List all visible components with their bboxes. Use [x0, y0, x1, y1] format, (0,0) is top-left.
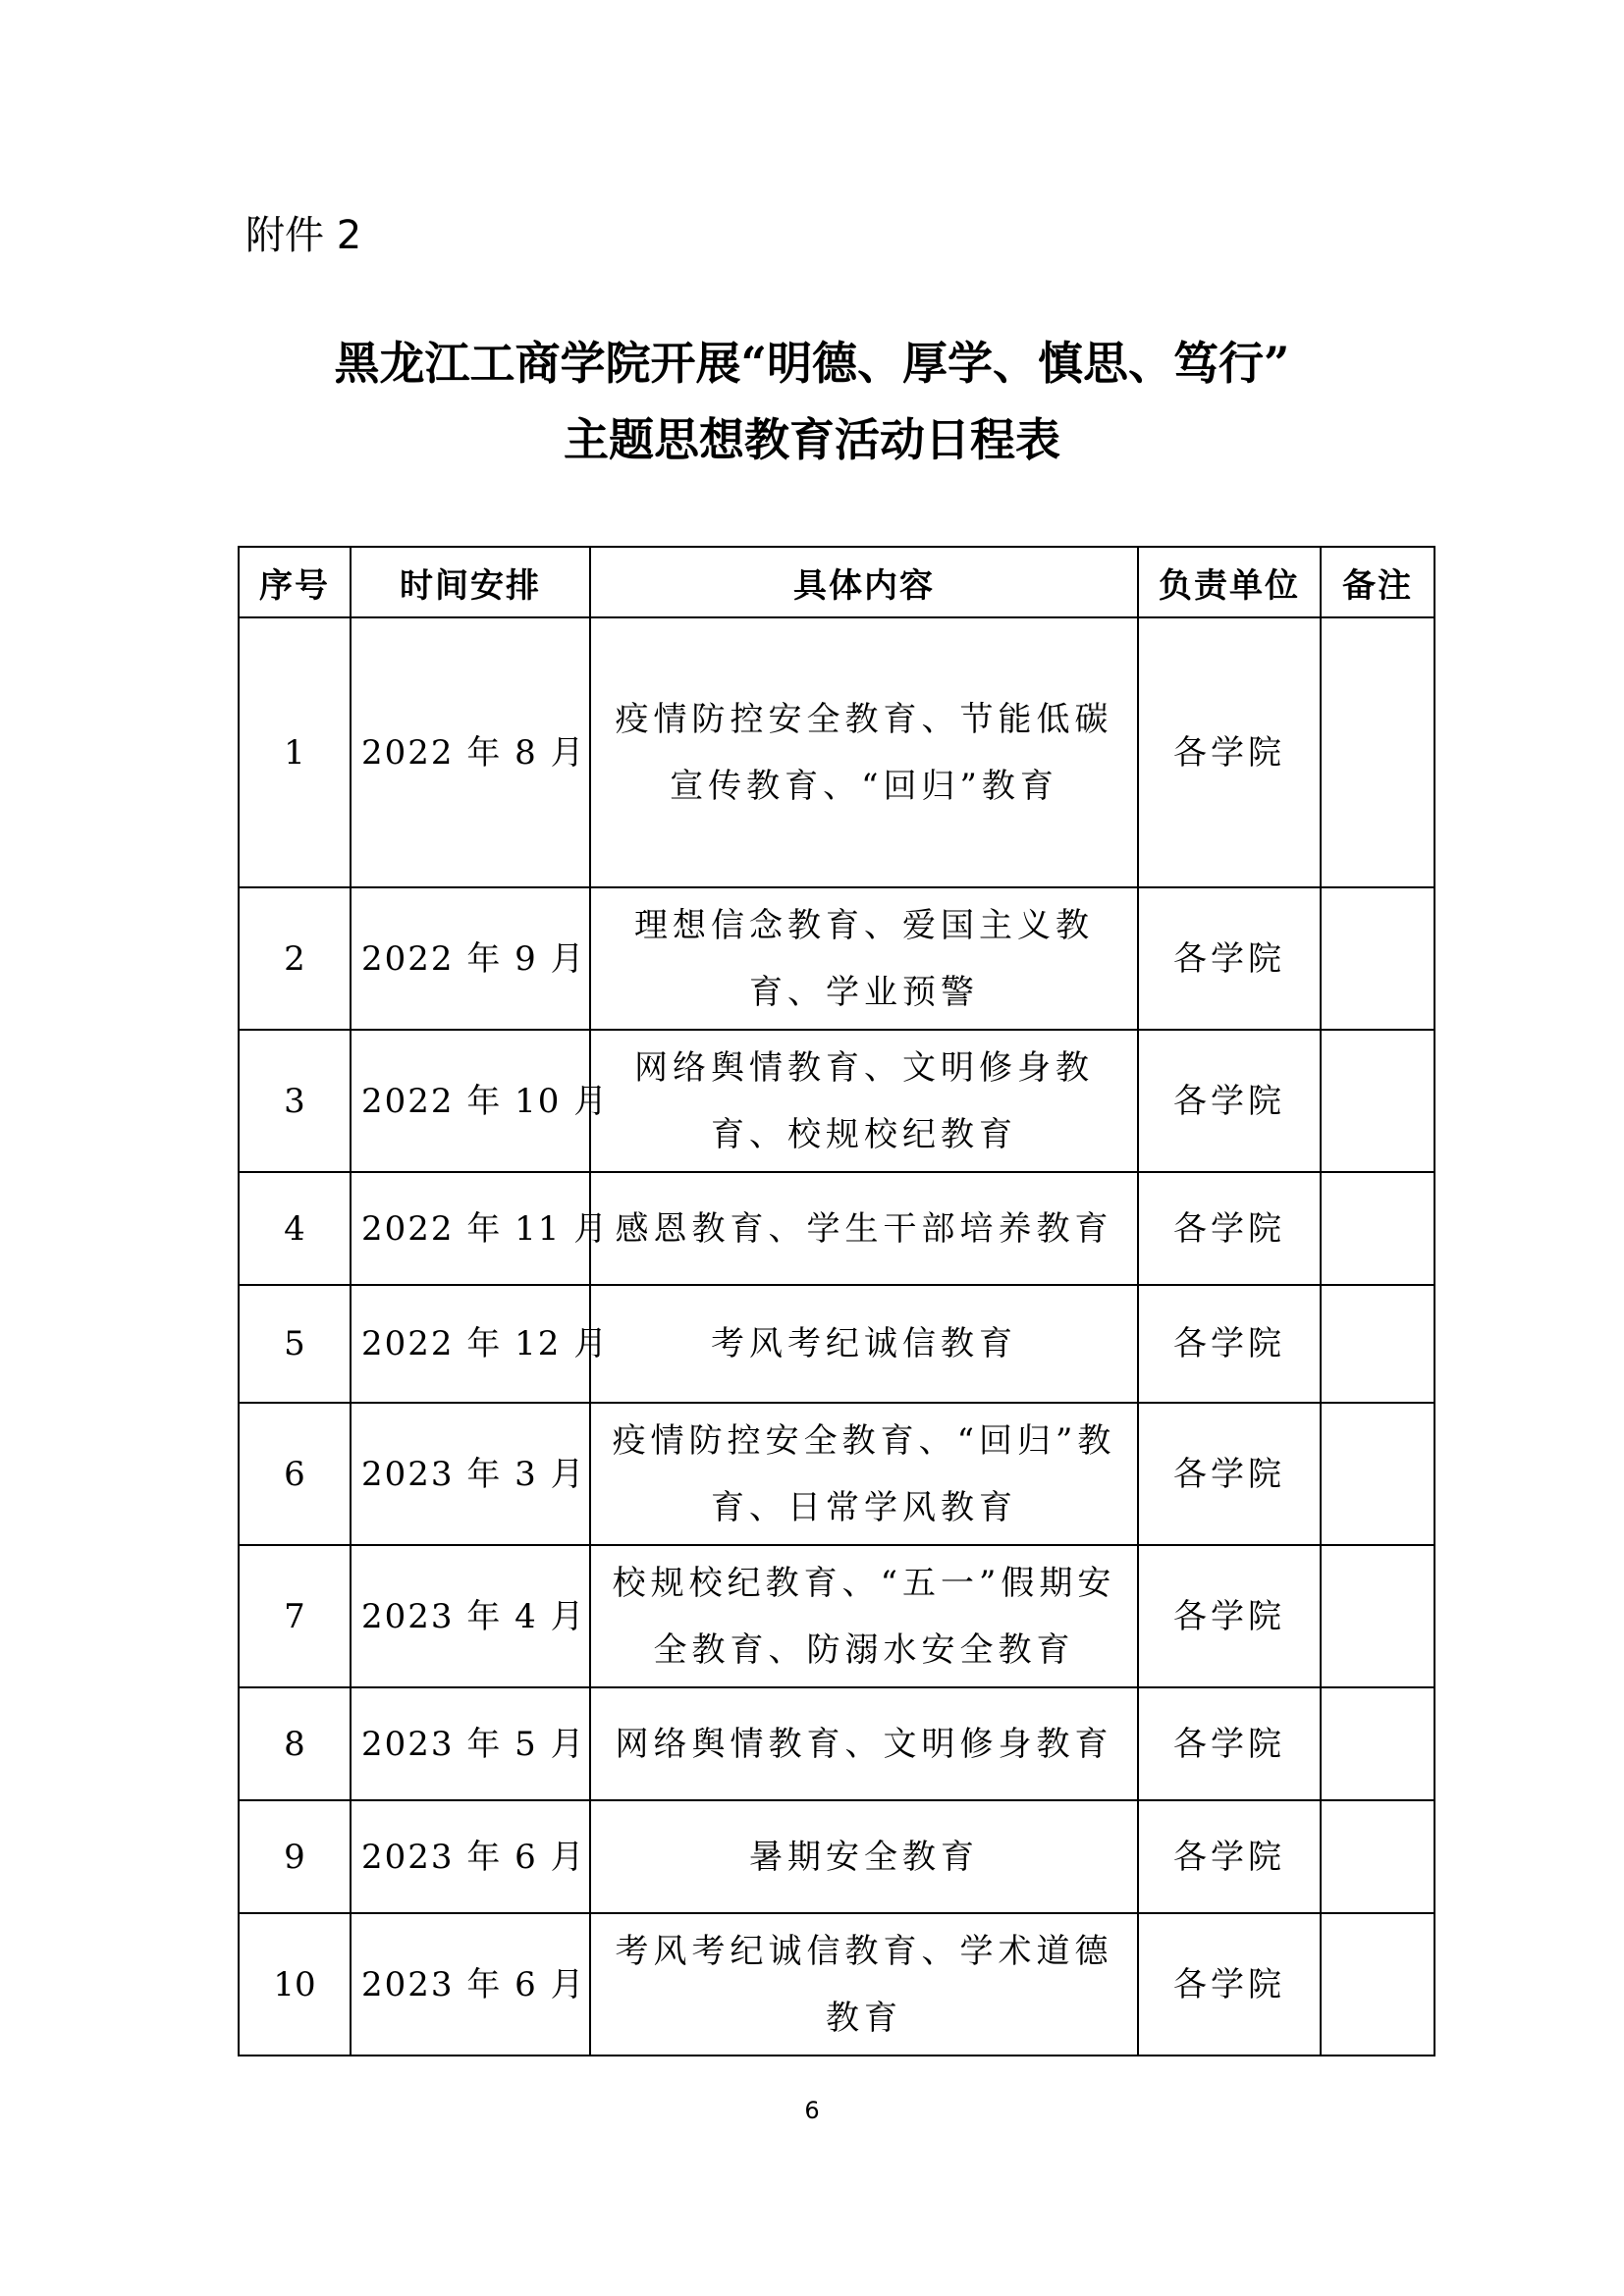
row-number: 7	[239, 1545, 351, 1687]
row-date: 2023 年 3 月	[351, 1403, 590, 1545]
row-date: 2022 年 12 月	[351, 1285, 590, 1403]
row-number: 10	[239, 1913, 351, 2056]
header-responsible-unit: 负责单位	[1138, 547, 1321, 617]
row-responsible-unit: 各学院	[1138, 1285, 1321, 1403]
row-responsible-unit: 各学院	[1138, 887, 1321, 1030]
page-number: 6	[804, 2097, 820, 2124]
row-notes	[1321, 1545, 1435, 1687]
row-content: 疫情防控安全教育、节能低碳宣传教育、“回归”教育	[590, 617, 1138, 887]
table-row	[239, 887, 1435, 1030]
row-responsible-unit: 各学院	[1138, 1403, 1321, 1545]
row-content: 疫情防控安全教育、“回归”教育、日常学风教育	[590, 1403, 1138, 1545]
row-number: 6	[239, 1403, 351, 1545]
row-number: 2	[239, 887, 351, 1030]
row-responsible-unit: 各学院	[1138, 1030, 1321, 1172]
row-notes	[1321, 1687, 1435, 1800]
row-content: 理想信念教育、爱国主义教育、学业预警	[590, 887, 1138, 1030]
row-number: 8	[239, 1687, 351, 1800]
attachment-label: 附件 2	[245, 213, 362, 258]
table-row	[239, 1545, 1435, 1687]
row-date: 2023 年 6 月	[351, 1800, 590, 1913]
row-date: 2022 年 9 月	[351, 887, 590, 1030]
header-notes: 备注	[1321, 547, 1435, 617]
row-content: 考风考纪诚信教育、学术道德教育	[590, 1913, 1138, 2056]
row-notes	[1321, 1285, 1435, 1403]
row-notes	[1321, 1800, 1435, 1913]
table-row	[239, 1403, 1435, 1545]
row-notes	[1321, 1403, 1435, 1545]
row-date: 2023 年 4 月	[351, 1545, 590, 1687]
row-content: 校规校纪教育、“五一”假期安全教育、防溺水安全教育	[590, 1545, 1138, 1687]
header-content: 具体内容	[590, 547, 1138, 617]
row-date: 2023 年 6 月	[351, 1913, 590, 2056]
table-row	[239, 1030, 1435, 1172]
row-responsible-unit: 各学院	[1138, 1800, 1321, 1913]
table-header-row	[239, 547, 1435, 617]
table-row	[239, 1687, 1435, 1800]
row-date: 2022 年 11 月	[351, 1172, 590, 1285]
row-content: 暑期安全教育	[590, 1800, 1138, 1913]
row-date: 2022 年 8 月	[351, 617, 590, 887]
table-row	[239, 1285, 1435, 1403]
table-row	[239, 1913, 1435, 2056]
row-content: 网络舆情教育、文明修身教育、校规校纪教育	[590, 1030, 1138, 1172]
row-notes	[1321, 1030, 1435, 1172]
row-date: 2023 年 5 月	[351, 1687, 590, 1800]
row-responsible-unit: 各学院	[1138, 1172, 1321, 1285]
activity-schedule-table	[238, 546, 1435, 2056]
row-date: 2022 年 10 月	[351, 1030, 590, 1172]
document-title-line-1: 黑龙江工商学院开展“明德、厚学、慎思、笃行”	[334, 337, 1290, 390]
row-content: 网络舆情教育、文明修身教育	[590, 1687, 1138, 1800]
row-notes	[1321, 1913, 1435, 2056]
row-notes	[1321, 887, 1435, 1030]
table-row	[239, 617, 1435, 887]
row-responsible-unit: 各学院	[1138, 1545, 1321, 1687]
table-row	[239, 1172, 1435, 1285]
header-number: 序号	[239, 547, 351, 617]
row-notes	[1321, 617, 1435, 887]
header-date: 时间安排	[351, 547, 590, 617]
document-title-line-2: 主题思想教育活动日程表	[564, 413, 1060, 466]
row-content: 感恩教育、学生干部培养教育	[590, 1172, 1138, 1285]
row-number: 1	[239, 617, 351, 887]
table-row	[239, 1800, 1435, 1913]
row-responsible-unit: 各学院	[1138, 1913, 1321, 2056]
row-notes	[1321, 1172, 1435, 1285]
row-number: 3	[239, 1030, 351, 1172]
row-responsible-unit: 各学院	[1138, 617, 1321, 887]
row-content: 考风考纪诚信教育	[590, 1285, 1138, 1403]
row-number: 5	[239, 1285, 351, 1403]
row-number: 9	[239, 1800, 351, 1913]
row-responsible-unit: 各学院	[1138, 1687, 1321, 1800]
row-number: 4	[239, 1172, 351, 1285]
